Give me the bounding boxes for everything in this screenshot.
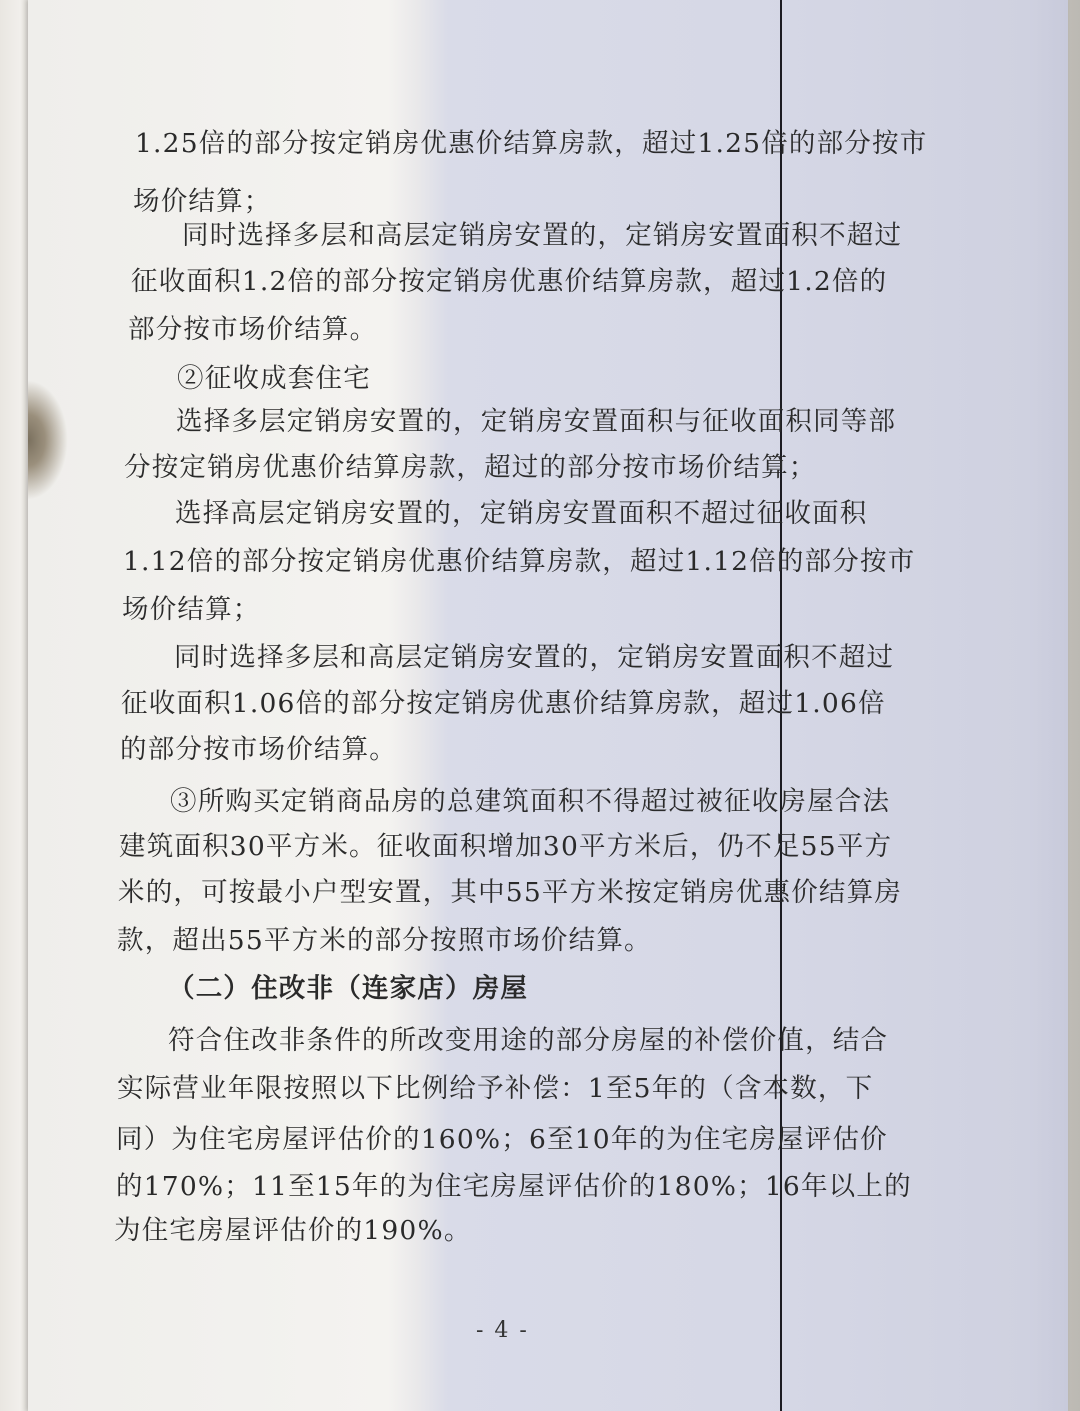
text-line-10: 1.12倍的部分按定销房优惠价结算房款，超过1.12倍的部分按市 — [123, 546, 916, 577]
text-line-21: 实际营业年限按照以下比例给予补偿：1至5年的（含本数，下 — [117, 1073, 874, 1104]
text-line-17: 米的，可按最小户型安置，其中55平方米按定销房优惠价结算房 — [118, 877, 903, 908]
text-line-12: 同时选择多层和高层定销房安置的，定销房安置面积不超过 — [174, 642, 895, 673]
text-line-20: 符合住改非条件的所改变用途的部分房屋的补偿价值，结合 — [168, 1025, 889, 1056]
text-line-18: 款，超出55平方米的部分按照市场价结算。 — [117, 925, 652, 956]
section-heading-residential-to-commercial: （二）住改非（连家店）房屋 — [168, 973, 529, 1004]
text-line-11: 场价结算； — [122, 594, 261, 625]
text-line-23: 的170%；11至15年的为住宅房屋评估价的180%；16年以上的 — [116, 1171, 912, 1202]
text-line-22: 同）为住宅房屋评估价的160%；6至10年的为住宅房屋评估价 — [116, 1124, 888, 1155]
text-line-13: 征收面积1.06倍的部分按定销房优惠价结算房款，超过1.06倍 — [121, 688, 886, 719]
page-number: - 4 - — [476, 1318, 529, 1343]
paper-tear — [28, 380, 68, 500]
section-heading-2: ②征收成套住宅 — [177, 363, 371, 394]
text-line-2: 场价结算； — [133, 186, 272, 217]
text-line-8: 分按定销房优惠价结算房款，超过的部分按市场价结算； — [124, 452, 817, 483]
text-line-14: 的部分按市场价结算。 — [120, 734, 397, 765]
text-line-7: 选择多层定销房安置的，定销房安置面积与征收面积同等部 — [176, 406, 897, 437]
text-line-4: 征收面积1.2倍的部分按定销房优惠价结算房款，超过1.2倍的 — [131, 266, 888, 297]
text-line-9: 选择高层定销房安置的，定销房安置面积不超过征收面积 — [175, 498, 868, 529]
text-line-16: 建筑面积30平方米。征收面积增加30平方米后，仍不足55平方 — [119, 831, 893, 862]
text-line-1: 1.25倍的部分按定销房优惠价结算房款，超过1.25倍的部分按市 — [135, 128, 928, 159]
text-line-15: ③所购买定销商品房的总建筑面积不得超过被征收房屋合法 — [170, 786, 891, 817]
text-line-5: 部分按市场价结算。 — [128, 314, 378, 345]
text-line-3: 同时选择多层和高层定销房安置的，定销房安置面积不超过 — [182, 220, 903, 251]
text-line-24: 为住宅房屋评估价的190%。 — [114, 1215, 472, 1246]
